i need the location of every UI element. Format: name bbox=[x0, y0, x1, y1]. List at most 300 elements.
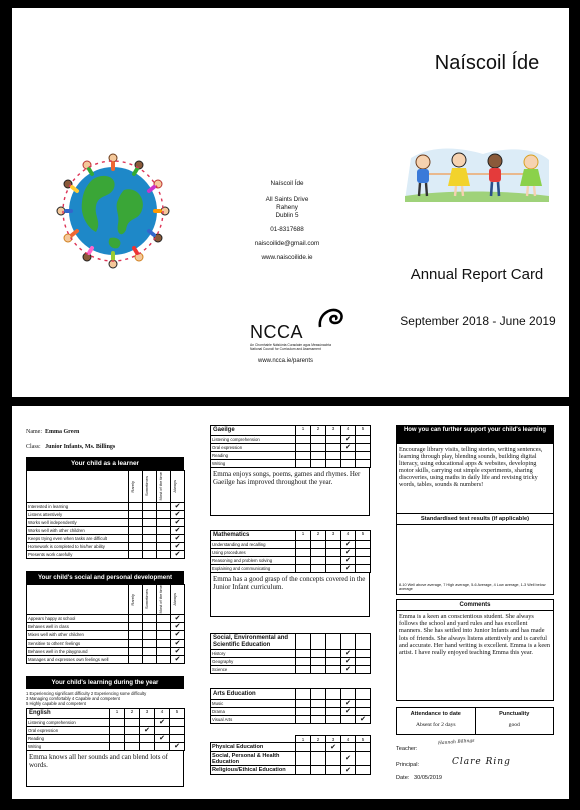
rating-cell bbox=[129, 519, 143, 527]
teacher-signature: Hannah Billings bbox=[437, 738, 475, 747]
class-label: Class: bbox=[26, 444, 41, 450]
rating-cell bbox=[129, 511, 143, 519]
rating-cell bbox=[171, 551, 185, 559]
table-row bbox=[27, 511, 185, 519]
maths-section bbox=[210, 530, 370, 617]
report-page bbox=[12, 406, 569, 799]
row-label: Behaves well in class bbox=[27, 623, 129, 631]
rating-cell bbox=[157, 623, 171, 631]
rating-cell bbox=[326, 766, 341, 775]
test-results-key: 8-10 Well above average, 7 High average, 5-6 Average, 4 Low average, 1-3 Well below average bbox=[399, 582, 546, 592]
table-row bbox=[27, 527, 185, 535]
rating-cell bbox=[143, 543, 157, 551]
rating-cell bbox=[311, 548, 326, 556]
rating-cell bbox=[356, 700, 371, 708]
table-row bbox=[211, 435, 371, 443]
rating-cell bbox=[157, 503, 171, 511]
rating-cell bbox=[341, 540, 356, 548]
rating-cell bbox=[157, 631, 171, 639]
frequency-column-label: Always bbox=[172, 593, 177, 606]
header-blank bbox=[211, 736, 296, 743]
rating-cell bbox=[356, 548, 371, 556]
rating-cell bbox=[341, 716, 356, 724]
subject-header-row bbox=[211, 426, 371, 436]
rating-cell bbox=[326, 435, 341, 443]
english-table bbox=[26, 708, 185, 751]
rating-cell bbox=[296, 716, 311, 724]
punctuality-box bbox=[476, 708, 554, 734]
rating-cell bbox=[171, 511, 185, 519]
rating-cell bbox=[171, 647, 185, 655]
rating-cell bbox=[125, 742, 140, 750]
rating-cell bbox=[356, 666, 371, 674]
rating-cell bbox=[171, 631, 185, 639]
scale-header bbox=[356, 634, 371, 650]
table-row bbox=[211, 743, 371, 752]
table-row bbox=[211, 700, 371, 708]
scale-header: 1 bbox=[296, 426, 311, 436]
table-row bbox=[27, 519, 185, 527]
table-row bbox=[27, 631, 185, 639]
rating-cell bbox=[157, 519, 171, 527]
learner-section bbox=[26, 457, 184, 559]
rating-cell bbox=[296, 650, 311, 658]
rating-cell bbox=[311, 708, 326, 716]
rating-cell bbox=[157, 647, 171, 655]
rating-cell bbox=[296, 658, 311, 666]
rating-cell bbox=[326, 556, 341, 564]
cover-page bbox=[12, 8, 569, 397]
frequency-column-header bbox=[129, 471, 143, 503]
social-title: Your child's social and personal development bbox=[26, 571, 184, 584]
principal-line bbox=[396, 757, 554, 775]
rating-cell bbox=[341, 766, 356, 775]
subject-header-row bbox=[27, 709, 185, 719]
rating-cell bbox=[110, 718, 125, 726]
row-label: Reasoning and problem solving bbox=[211, 556, 296, 564]
learner-table bbox=[26, 470, 185, 559]
learning-key-1: 1 Experiencing significant difficulty 2 Experiencing some difficulty bbox=[26, 691, 147, 696]
rating-cell bbox=[341, 666, 356, 674]
row-label: Mixes well with other children bbox=[27, 631, 129, 639]
gaeilge-section bbox=[210, 425, 370, 516]
frequency-column-label: Sometimes bbox=[144, 476, 149, 497]
rating-cell bbox=[129, 551, 143, 559]
rating-cell bbox=[143, 647, 157, 655]
tick-icon: ✔ bbox=[174, 631, 181, 639]
row-label: Homework is completed to his/her ability bbox=[27, 543, 129, 551]
scale-header: 4 bbox=[341, 736, 356, 743]
scale-header: 4 bbox=[155, 709, 170, 719]
rating-cell bbox=[143, 623, 157, 631]
rating-cell bbox=[356, 451, 371, 459]
rating-cell bbox=[341, 556, 356, 564]
rating-cell bbox=[143, 639, 157, 647]
rating-cell bbox=[143, 535, 157, 543]
rating-cell bbox=[171, 535, 185, 543]
comments-text: Emma is a keen an conscientious student. She always follows the school and yard rules and has excellent manners. She has settled into Junior Infants and has made lots of friends. She always listens attentively and is careful and accurate. Her hand writing is excellent. Emma is a keen artist. I have really enjoyed teaching Emma this year. bbox=[396, 611, 554, 701]
attendance-box bbox=[397, 708, 476, 734]
tick-icon: ✔ bbox=[174, 647, 181, 655]
table-row bbox=[211, 459, 371, 467]
scale-header bbox=[311, 634, 326, 650]
name-label: Name: bbox=[26, 429, 42, 435]
row-label: Writing bbox=[211, 459, 296, 467]
rating-cell bbox=[296, 540, 311, 548]
support-title: How you can further support your child's learning bbox=[396, 425, 554, 444]
rating-cell bbox=[356, 650, 371, 658]
rating-cell bbox=[296, 443, 311, 451]
rating-cell bbox=[356, 540, 371, 548]
contact-email: naiscoilide@gmail.com bbox=[254, 240, 320, 247]
arts-table bbox=[210, 688, 371, 724]
table-row bbox=[27, 543, 185, 551]
social-section bbox=[26, 571, 184, 664]
tick-icon: ✔ bbox=[174, 615, 181, 623]
rating-cell bbox=[311, 443, 326, 451]
rating-cell bbox=[171, 503, 185, 511]
test-results-box bbox=[396, 525, 554, 595]
support-section bbox=[396, 425, 554, 514]
rating-cell bbox=[296, 700, 311, 708]
rating-cell bbox=[157, 527, 171, 535]
scale-header: 5 bbox=[170, 709, 185, 719]
row-label: Reading bbox=[211, 451, 296, 459]
tick-icon: ✔ bbox=[345, 435, 351, 443]
rating-cell bbox=[326, 666, 341, 674]
table-row bbox=[211, 666, 371, 674]
tick-icon: ✔ bbox=[345, 443, 351, 451]
rating-cell bbox=[296, 548, 311, 556]
rating-cell bbox=[296, 556, 311, 564]
ncca-english-name: National Council for Curriculum and Assessment bbox=[250, 346, 321, 351]
frequency-column-label: Most of the time bbox=[158, 585, 163, 614]
table-row bbox=[27, 551, 185, 559]
rating-cell bbox=[311, 540, 326, 548]
rating-cell bbox=[129, 543, 143, 551]
rating-cell bbox=[296, 752, 311, 766]
row-label: Oral expression bbox=[211, 443, 296, 451]
scale-header: 5 bbox=[356, 426, 371, 436]
table-row bbox=[27, 623, 185, 631]
scale-header: 5 bbox=[356, 736, 371, 743]
rating-cell bbox=[311, 564, 326, 572]
rating-cell bbox=[326, 658, 341, 666]
rating-cell bbox=[129, 535, 143, 543]
rating-cell bbox=[155, 742, 170, 750]
rating-cell bbox=[296, 743, 311, 752]
rating-cell bbox=[356, 766, 371, 775]
rating-cell bbox=[140, 726, 155, 734]
contact-street: All Saints Drive bbox=[265, 196, 309, 203]
date-label: Date: bbox=[396, 775, 410, 781]
rating-cell bbox=[171, 527, 185, 535]
comments-section bbox=[396, 599, 554, 701]
maths-table bbox=[210, 530, 371, 573]
attendance-punctuality bbox=[396, 707, 554, 735]
subject-title: Social, Personal & Health Education bbox=[211, 752, 296, 766]
frequency-column-label: Sometimes bbox=[144, 589, 149, 610]
rating-cell bbox=[140, 742, 155, 750]
rating-cell bbox=[125, 726, 140, 734]
rating-cell bbox=[356, 443, 371, 451]
row-label: Geography bbox=[211, 658, 296, 666]
subject-title: English bbox=[27, 709, 110, 719]
ncca-url: www.ncca.ie/parents bbox=[258, 357, 314, 364]
scale-header: 3 bbox=[326, 531, 341, 541]
row-label: Listens attentively bbox=[27, 511, 129, 519]
rating-cell bbox=[326, 752, 341, 766]
attendance-label: Attendance to date bbox=[410, 711, 461, 717]
rating-cell bbox=[171, 639, 185, 647]
rating-cell bbox=[143, 551, 157, 559]
tick-icon: ✔ bbox=[174, 656, 181, 664]
gaeilge-table bbox=[210, 425, 371, 468]
table-header-row bbox=[27, 471, 185, 503]
rating-cell bbox=[341, 708, 356, 716]
subject-title: Arts Education bbox=[211, 689, 296, 700]
rating-cell bbox=[155, 734, 170, 742]
rating-cell bbox=[311, 650, 326, 658]
rating-cell bbox=[143, 511, 157, 519]
rating-cell bbox=[326, 650, 341, 658]
row-label: Music bbox=[211, 700, 296, 708]
table-row bbox=[27, 647, 185, 655]
rating-cell bbox=[157, 511, 171, 519]
rating-cell bbox=[296, 451, 311, 459]
tick-icon: ✔ bbox=[345, 755, 351, 762]
social-table bbox=[26, 584, 185, 664]
report-title: Annual Report Card bbox=[410, 266, 544, 283]
table-row bbox=[211, 564, 371, 572]
table-row bbox=[27, 718, 185, 726]
other-subjects-section bbox=[210, 735, 370, 775]
subject-header-row bbox=[211, 689, 371, 700]
row-label: Presents work carefully bbox=[27, 551, 129, 559]
rating-cell bbox=[171, 623, 185, 631]
rating-cell bbox=[341, 548, 356, 556]
rating-cell bbox=[157, 655, 171, 663]
row-label: Listening comprehension bbox=[27, 718, 110, 726]
tick-icon: ✔ bbox=[345, 666, 351, 673]
rating-cell bbox=[143, 615, 157, 623]
contact-area: Raheny bbox=[276, 204, 298, 211]
row-label: Understanding and recalling bbox=[211, 540, 296, 548]
rating-cell bbox=[296, 459, 311, 467]
tick-icon: ✔ bbox=[174, 551, 181, 558]
tick-icon: ✔ bbox=[174, 543, 181, 550]
scale-header: 5 bbox=[356, 531, 371, 541]
frequency-column-label: Most of the time bbox=[158, 472, 163, 501]
rating-cell bbox=[171, 543, 185, 551]
tick-icon: ✔ bbox=[345, 556, 351, 564]
row-label: Reading bbox=[27, 734, 110, 742]
contact-city: Dublin 5 bbox=[275, 212, 299, 219]
globe-children-illustration bbox=[52, 150, 174, 272]
table-row bbox=[211, 451, 371, 459]
attendance-value: Absent for 2 days bbox=[415, 722, 456, 728]
teacher-line bbox=[396, 740, 554, 757]
rating-cell bbox=[356, 556, 371, 564]
table-row bbox=[27, 503, 185, 511]
scale-header bbox=[341, 634, 356, 650]
row-label: Visual Arts bbox=[211, 716, 296, 724]
tick-icon: ✔ bbox=[144, 726, 150, 734]
learning-section bbox=[26, 676, 184, 706]
tick-icon: ✔ bbox=[174, 527, 181, 534]
scale-header: 1 bbox=[296, 531, 311, 541]
row-label: Manages and expresses own feelings well bbox=[27, 655, 129, 663]
english-section bbox=[26, 708, 184, 787]
frequency-column-header bbox=[171, 585, 185, 615]
rating-cell bbox=[326, 540, 341, 548]
table-row bbox=[211, 650, 371, 658]
table-row bbox=[27, 639, 185, 647]
tick-icon: ✔ bbox=[174, 503, 181, 510]
rating-cell bbox=[143, 631, 157, 639]
table-row bbox=[211, 766, 371, 775]
scale-header bbox=[296, 689, 311, 700]
rating-cell bbox=[296, 435, 311, 443]
date-line bbox=[396, 775, 554, 781]
table-row bbox=[211, 716, 371, 724]
rating-cell bbox=[157, 615, 171, 623]
table-row bbox=[211, 658, 371, 666]
rating-cell bbox=[129, 623, 143, 631]
row-label: Science bbox=[211, 666, 296, 674]
subject-title: Religious/Ethical Education bbox=[211, 766, 296, 775]
rating-cell bbox=[341, 459, 356, 467]
rating-cell bbox=[157, 535, 171, 543]
rating-cell bbox=[170, 718, 185, 726]
rating-cell bbox=[157, 543, 171, 551]
row-label: Writing bbox=[27, 742, 110, 750]
rating-cell bbox=[140, 734, 155, 742]
rating-cell bbox=[356, 743, 371, 752]
maths-comment: Emma has a good grasp of the concepts covered in the Junior Infant curriculum. bbox=[210, 573, 370, 617]
table-row bbox=[211, 443, 371, 451]
scale-header: 4 bbox=[341, 531, 356, 541]
contact-website: www.naiscoilide.ie bbox=[261, 254, 313, 261]
rating-cell bbox=[356, 658, 371, 666]
table-row bbox=[27, 535, 185, 543]
rating-cell bbox=[155, 726, 170, 734]
rating-cell bbox=[311, 716, 326, 724]
subject-header-row bbox=[211, 634, 371, 650]
rating-cell bbox=[356, 716, 371, 724]
rating-cell bbox=[129, 631, 143, 639]
table-row bbox=[27, 742, 185, 750]
rating-cell bbox=[110, 734, 125, 742]
rating-cell bbox=[125, 734, 140, 742]
frequency-column-header bbox=[143, 471, 157, 503]
row-label: Interested in learning bbox=[27, 503, 129, 511]
scale-header bbox=[341, 689, 356, 700]
rating-cell bbox=[129, 503, 143, 511]
scale-header: 2 bbox=[311, 426, 326, 436]
frequency-column-header bbox=[129, 585, 143, 615]
rating-cell bbox=[296, 666, 311, 674]
tick-icon: ✔ bbox=[159, 734, 165, 742]
student-class: Junior Infants, Ms. Billings bbox=[45, 444, 116, 450]
table-header-row bbox=[27, 585, 185, 615]
subject-title: Gaeilge bbox=[211, 426, 296, 436]
rating-cell bbox=[326, 548, 341, 556]
scale-header: 2 bbox=[125, 709, 140, 719]
rating-cell bbox=[341, 564, 356, 572]
header-blank bbox=[27, 585, 129, 615]
row-label: Behaves well in the playground bbox=[27, 647, 129, 655]
test-results-title: Standardised test results (if applicable) bbox=[396, 513, 554, 525]
row-label: Drama bbox=[211, 708, 296, 716]
scale-header: 3 bbox=[326, 736, 341, 743]
tick-icon: ✔ bbox=[345, 540, 351, 548]
rating-cell bbox=[143, 527, 157, 535]
row-label: Oral expression bbox=[27, 726, 110, 734]
row-label: Keeps trying even when tasks are difficult bbox=[27, 535, 129, 543]
rating-cell bbox=[341, 658, 356, 666]
rating-cell bbox=[157, 551, 171, 559]
signoff-section bbox=[396, 740, 554, 781]
rating-cell bbox=[326, 708, 341, 716]
rating-cell bbox=[326, 700, 341, 708]
learning-key-2: 3 Managing comfortably 4 Capable and competent bbox=[26, 696, 120, 702]
tick-icon: ✔ bbox=[159, 718, 165, 726]
rating-cell bbox=[157, 639, 171, 647]
rating-cell bbox=[311, 666, 326, 674]
rating-cell bbox=[341, 451, 356, 459]
tick-icon: ✔ bbox=[174, 511, 181, 518]
frequency-column-label: Rarely bbox=[130, 593, 135, 606]
frequency-column-label: Always bbox=[172, 480, 177, 493]
report-date: 30/05/2019 bbox=[414, 775, 443, 781]
row-label: Works well independently bbox=[27, 519, 129, 527]
rating-cell bbox=[125, 718, 140, 726]
rating-cell bbox=[311, 459, 326, 467]
rating-cell bbox=[170, 726, 185, 734]
tick-icon: ✔ bbox=[345, 766, 351, 774]
tick-icon: ✔ bbox=[174, 535, 181, 542]
rating-cell bbox=[341, 752, 356, 766]
tick-icon: ✔ bbox=[345, 700, 351, 707]
comments-title: Comments bbox=[396, 599, 554, 611]
rating-cell bbox=[341, 435, 356, 443]
rating-cell bbox=[171, 519, 185, 527]
subject-title: Physical Education bbox=[211, 743, 296, 752]
rating-cell bbox=[311, 451, 326, 459]
subject-header-row bbox=[211, 531, 371, 541]
contact-phone: 01-8317688 bbox=[270, 226, 304, 233]
rating-cell bbox=[356, 708, 371, 716]
table-row bbox=[211, 708, 371, 716]
table-row bbox=[27, 726, 185, 734]
table-row bbox=[211, 540, 371, 548]
rating-cell bbox=[129, 527, 143, 535]
subject-title: Mathematics bbox=[211, 531, 296, 541]
tick-icon: ✔ bbox=[345, 658, 351, 665]
children-holding-hands-illustration bbox=[403, 144, 551, 204]
learner-title: Your child as a learner bbox=[26, 457, 184, 470]
rating-cell bbox=[341, 743, 356, 752]
rating-cell bbox=[311, 766, 326, 775]
header-blank bbox=[27, 471, 129, 503]
tick-icon: ✔ bbox=[345, 650, 351, 657]
scale-header bbox=[311, 689, 326, 700]
support-text: Encourage library visits, telling stories, writing sentences, learning through play, blending sounds, building digital literacy, using educational apps & websites, developing motor skills, carrying out simple experiments, sharing discoveries, using maths in daily life and revising tricky words, tables, sounds & numbers! bbox=[396, 444, 554, 514]
rating-cell bbox=[341, 700, 356, 708]
tick-icon: ✔ bbox=[360, 716, 366, 723]
rating-cell bbox=[326, 459, 341, 467]
